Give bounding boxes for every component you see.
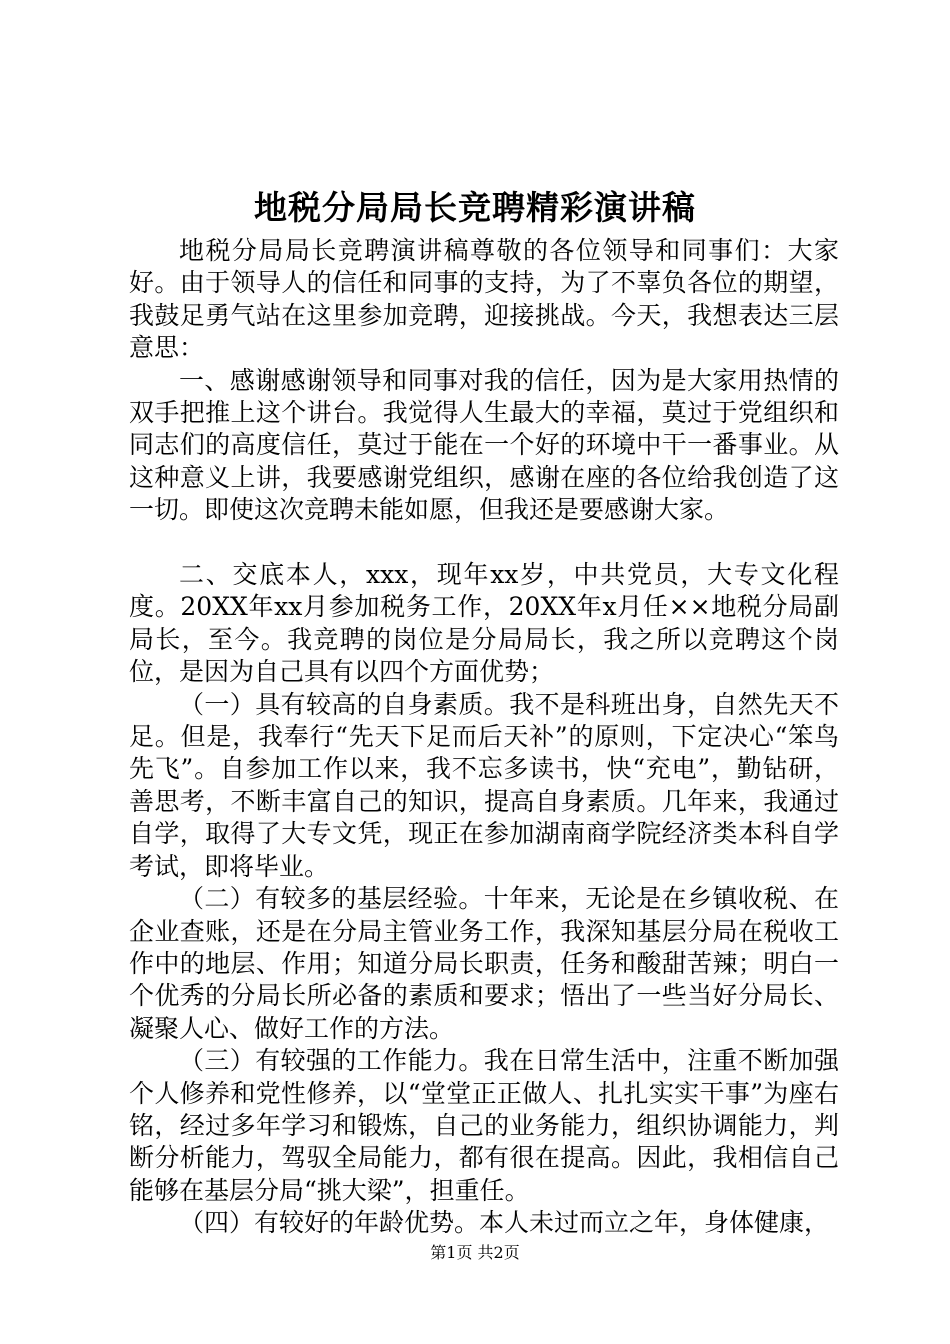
paragraph-self-introduction: 二、交底本人，xxx，现年xx岁，中共党员，大专文化程度。20XX年xx月参加税务工作，20XX年x月任××地税分局副局长，至今。我竞聘的岗位是分局局长，我之所以竞聘这个岗位，是因为自己具有以四个方面优势； — [129, 560, 839, 687]
paragraph-advantage-three: （三）有较强的工作能力。我在日常生活中，注重不断加强个人修养和党性修养，以“堂堂正正做人、扎扎实实干事”为座右铭，经过多年学习和锻炼，自己的业务能力，组织协调能力，判断分析能力，驾驭全局能力，都有很在提高。因此，我相信自己能够在基层分局“挑大梁”，担重任。 — [129, 1046, 839, 1205]
paragraph-advantage-two: （二）有较多的基层经验。十年来，无论是在乡镇收税、在企业查账，还是在分局主管业务工作，我深知基层分局在税收工作中的地层、作用；知道分局长职责，任务和酸甜苦辣；明白一个优秀的分局长所必备的素质和要求；悟出了一些当好分局长、凝聚人心、做好工作的方法。 — [129, 884, 839, 1043]
paragraph-advantage-four: （四）有较好的年龄优势。本人未过而立之年，身体健康， — [179, 1208, 830, 1238]
paragraph-greeting: 地税分局局长竞聘演讲稿尊敬的各位领导和同事们：大家好。由于领导人的信任和同事的支持，为了不辜负各位的期望，我鼓足勇气站在这里参加竞聘，迎接挑战。今天，我想表达三层意思： — [129, 236, 839, 363]
page-footer: 第1页 共2页 — [430, 1243, 520, 1262]
document-body — [129, 235, 839, 1240]
paragraph-thanks: 一、感谢感谢领导和同事对我的信任，因为是大家用热情的双手把推上这个讲台。我觉得人生最大的幸福，莫过于党组织和同志们的高度信任，莫过于能在一个好的环境中干一番事业。从这种意义上讲，我要感谢党组织，感谢在座的各位给我创造了这一切。即使这次竞聘未能如愿，但我还是要感谢大家。 — [129, 365, 839, 525]
paragraph-spacer — [129, 527, 839, 559]
paragraph-advantage-one: （一）具有较高的自身素质。我不是科班出身，自然先天不足。但是，我奉行“先天下足而后天补”的原则，下定决心“笨鸟先飞”。自参加工作以来，我不忘多读书，快“充电”，勤钻研，善思考，不断丰富自己的知识，提高自身素质。几年来，我通过自学，取得了大专文凭，现正在参加湖南商学院经济类本科自学考试，即将毕业。 — [129, 689, 839, 881]
document-title: 地税分局局长竞聘精彩演讲稿 — [254, 188, 696, 227]
